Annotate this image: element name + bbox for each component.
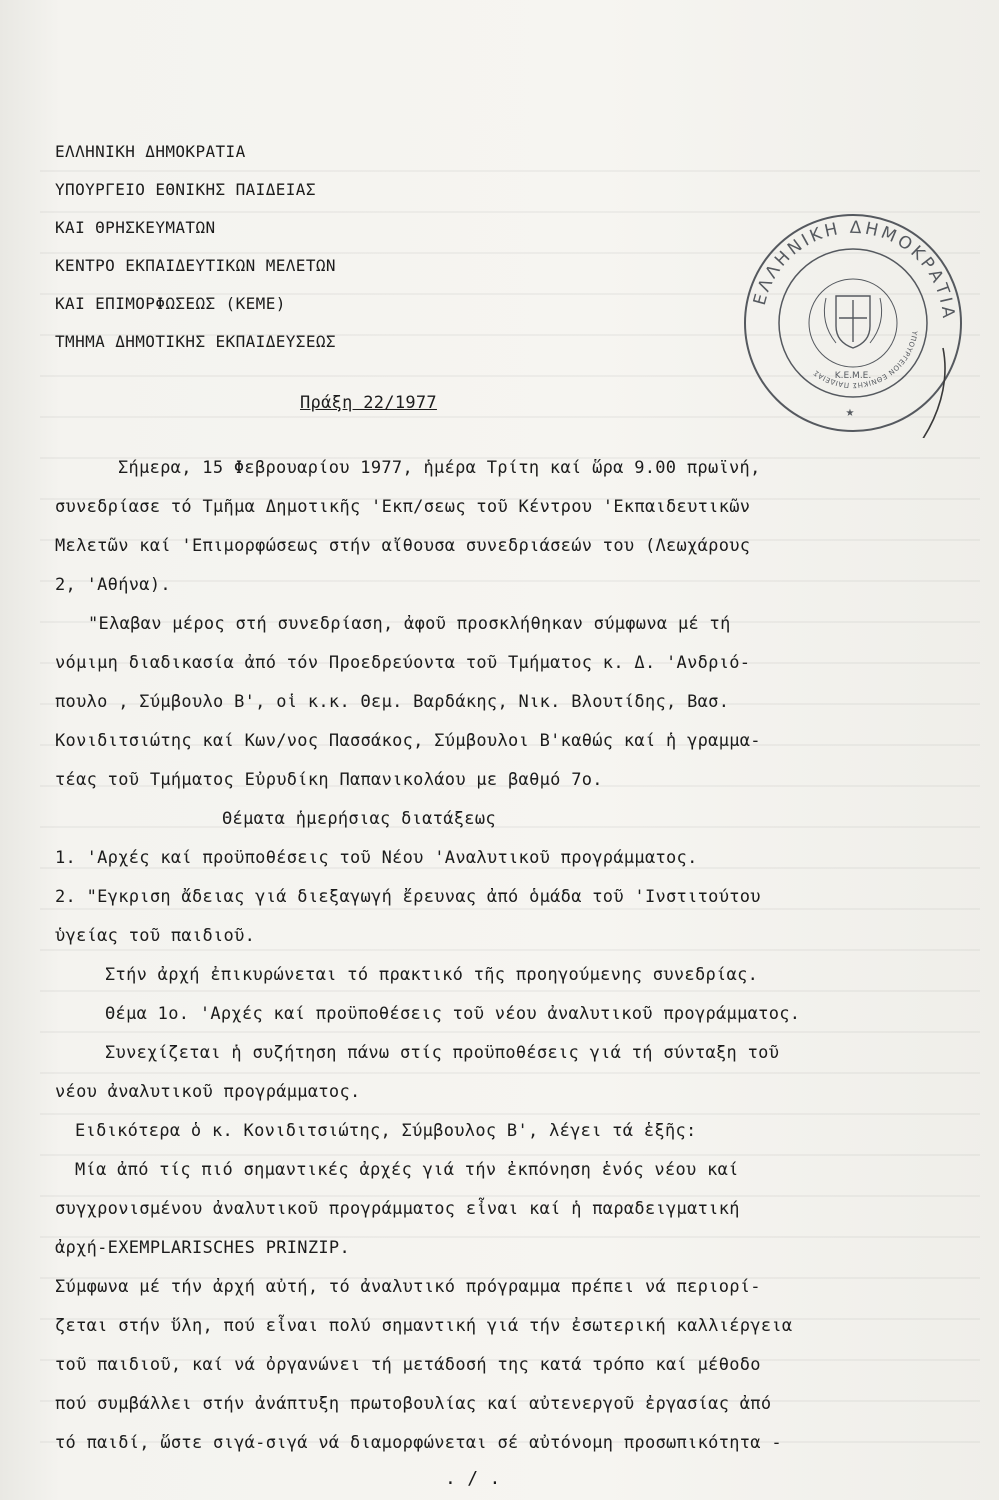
body-line-16: Συνεχίζεται ἡ συζήτηση πάνω στίς προϋποθέσεις γιά τή σύνταξη τοῦ: [105, 1043, 780, 1063]
document-title: Πράξη 22/1977: [300, 393, 437, 413]
agenda-item-1: 1. 'Αρχές καί προϋποθέσεις τοῦ Νέου 'Αναλυτικοῦ προγράμματος.: [55, 848, 698, 868]
body-line-19: Μία ἀπό τίς πιό σημαντικές ἀρχές γιά τήν ἐκπόνηση ἑνός νέου καί: [75, 1160, 739, 1180]
body-line-3: Μελετῶν καί 'Επιμορφώσεως στήν αἴθουσα συνεδριάσεών του (Λεωχάρους: [55, 536, 751, 556]
stamp-ring-text: ΕΛΛΗΝΙΚΗ ΔΗΜΟΚΡΑΤΙΑ: [749, 217, 959, 322]
body-line-9: τέας τοῦ Τμήματος Εὐρυδίκη Παπανικολάου με βαθμό 7ο.: [55, 770, 603, 790]
stamp-star-icon: ★: [845, 404, 855, 420]
official-seal-stamp: [738, 208, 968, 438]
body-line-20: συγχρονισμένου ἀναλυτικοῦ προγράμματος εἶναι καί ἡ παραδειγματική: [55, 1199, 740, 1219]
body-line-23: ζεται στήν ὕλη, πού εἶναι πολύ σημαντική γιά τήν ἐσωτερική καλλιέργεια: [55, 1316, 793, 1336]
agenda-item-2: 2. "Εγκριση ἄδειας γιά διεξαγωγή ἔρευνας ἀπό ὁμάδα τοῦ 'Ινστιτούτου: [55, 887, 761, 907]
body-line-7: πουλο , Σύμβουλο Β', οἱ κ.κ. Θεμ. Βαρδάκης, Νικ. Βλουτίδης, Βασ.: [55, 692, 730, 712]
header-line-republic: ΕΛΛΗΝΙΚΗ ΔΗΜΟΚΡΑΤΙΑ: [55, 142, 246, 161]
header-line-department: ΤΜΗΜΑ ΔΗΜΟΤΙΚΗΣ ΕΚΠΑΙΔΕΥΣΕΩΣ: [55, 332, 336, 351]
signature-stroke: [918, 348, 945, 438]
body-line-5: "Ελαβαν μέρος στή συνεδρίαση, ἀφοῦ προσκλήθηκαν σύμφωνα μέ τή: [88, 614, 731, 634]
agenda-heading: Θέματα ἡμερήσιας διατάξεως: [222, 809, 496, 829]
body-line-1: Σήμερα, 15 Φεβρουαρίου 1977, ἡμέρα Τρίτη καί ὥρα 9.00 πρωϊνή,: [118, 458, 761, 478]
body-line-4: 2, 'Αθήνα).: [55, 575, 171, 595]
stamp-bottom-text: Κ.Ε.Μ.Ε.: [834, 371, 872, 381]
body-line-17: νέου ἀναλυτικοῦ προγράμματος.: [55, 1082, 361, 1102]
stamp-inner-text: ΥΠΟΥΡΓΕΙΟΝ ΕΘΝΙΚΗΣ ΠΑΙΔΕΙΑΣ: [811, 330, 919, 390]
body-line-26: τό παιδί, ὥστε σιγά-σιγά νά διαμορφώνεται σέ αὐτόνομη προσωπικότητα -: [55, 1433, 782, 1453]
body-line-8: Κονιδιτσιώτης καί Κων/νος Πασσάκος, Σύμβουλοι Β'καθώς καί ἡ γραμμα-: [55, 731, 761, 751]
header-line-centre: ΚΕΝΤΡΟ ΕΚΠΑΙΔΕΥΤΙΚΩΝ ΜΕΛΕΤΩΝ: [55, 256, 336, 275]
page-continuation-marker: . / .: [445, 1468, 501, 1489]
body-line-22: Σύμφωνα μέ τήν ἀρχή αὐτή, τό ἀναλυτικό πρόγραμμα πρέπει νά περιορί-: [55, 1277, 761, 1297]
agenda-item-2-cont: ὑγείας τοῦ παιδιοῦ.: [55, 926, 256, 946]
coat-of-arms-icon: [824, 296, 881, 348]
body-line-minutes: Στήν ἀρχή ἐπικυρώνεται τό πρακτικό τῆς προηγούμενης συνεδρίας.: [105, 965, 759, 985]
body-line-6: νόμιμη διαδικασία ἀπό τόν Προεδρεύοντα τοῦ Τμήματος κ. Δ. 'Ανδριό-: [55, 653, 751, 673]
body-line-25: πού συμβάλλει στήν ἀνάπτυξη πρωτοβουλίας καί αὐτενεργοῦ ἐργασίας ἀπό: [55, 1394, 772, 1414]
body-line-2: συνεδρίασε τό Τμῆμα Δημοτικῆς 'Εκπ/σεως τοῦ Κέντρου 'Εκπαιδευτικῶν: [55, 497, 751, 517]
header-line-ministry: ΥΠΟΥΡΓΕΙΟ ΕΘΝΙΚΗΣ ΠΑΙΔΕΙΑΣ: [55, 180, 316, 199]
body-line-24: τοῦ παιδιοῦ, καί νά ὀργανώνει τή μετάδοσή της κατά τρόπο καί μέθοδο: [55, 1355, 761, 1375]
header-line-keme: ΚΑΙ ΕΠΙΜΟΡΦΩΣΕΩΣ (ΚΕΜΕ): [55, 294, 286, 313]
body-line-18: Ειδικότερα ὁ κ. Κονιδιτσιώτης, Σύμβουλος Β', λέγει τά ἑξῆς:: [75, 1121, 697, 1141]
topic-1-heading: Θέμα 1ο. 'Αρχές καί προϋποθέσεις τοῦ νέου ἀναλυτικοῦ προγράμματος.: [105, 1004, 801, 1024]
body-line-21: ἀρχή-EXEMPLARISCHES PRINZIP.: [55, 1238, 350, 1258]
header-line-religions: ΚΑΙ ΘΡΗΣΚΕΥΜΑΤΩΝ: [55, 218, 216, 237]
